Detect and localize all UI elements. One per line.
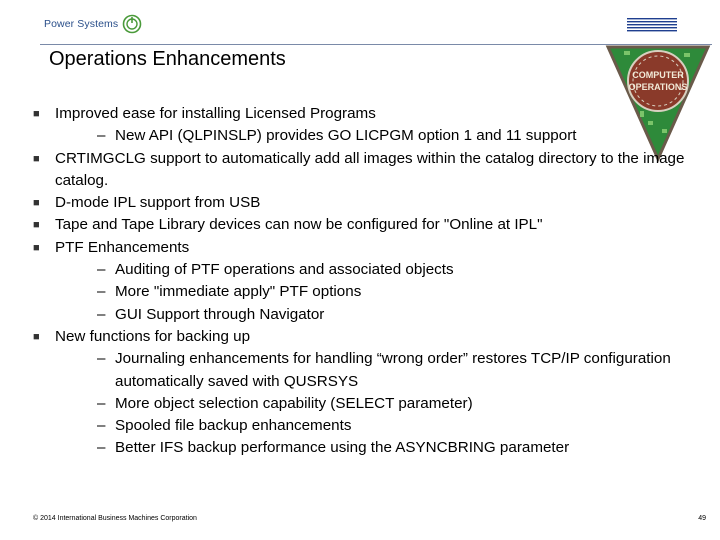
dash-marker: – [97, 350, 106, 368]
bullet-item [33, 326, 693, 348]
sub-bullet-text: Spooled file backup enhancements [115, 417, 352, 435]
footer-copyright: © 2014 International Business Machines Corporation [33, 515, 197, 522]
badge-line2: OPERATIONS [628, 82, 688, 92]
sub-bullet-item [33, 437, 693, 459]
sub-bullet-item [33, 393, 693, 415]
ibm-logo [627, 17, 677, 33]
sub-bullet-text: More "immediate apply" PTF options [115, 283, 362, 301]
dash-marker: – [97, 127, 106, 145]
sub-bullet-text: New API (QLPINSLP) provides GO LICPGM option 1 and 11 support [115, 127, 577, 145]
bullet-item [33, 148, 693, 193]
sub-bullet-text: Journaling enhancements for handling “wrong order” restores TCP/IP configuration automatically saved with QUSRSYS [115, 350, 671, 390]
bullet-text: D-mode IPL support from USB [55, 194, 261, 212]
bullet-marker: ■ [33, 108, 40, 120]
dash-marker: – [97, 417, 106, 435]
bullet-marker: ■ [33, 152, 40, 165]
dash-marker: – [97, 439, 106, 457]
sub-bullet-item [33, 348, 693, 393]
sub-bullet-text: Auditing of PTF operations and associated objects [115, 261, 454, 279]
bullet-item [33, 103, 693, 125]
bullet-marker: ■ [33, 197, 40, 210]
dash-marker: – [97, 261, 106, 279]
dash-marker: – [97, 394, 106, 412]
sub-bullet-item [33, 125, 693, 147]
bullet-marker: ■ [33, 241, 40, 254]
bullet-text: Tape and Tape Library devices can now be configured for "Online at IPL" [55, 216, 543, 234]
dash-marker: – [97, 283, 106, 301]
bullet-text: Improved ease for installing Licensed Programs [55, 105, 376, 122]
sub-bullet-item [33, 304, 693, 326]
badge-line1: COMPUTER [632, 70, 684, 80]
bullet-marker: ■ [33, 330, 40, 343]
sub-bullet-text: Better IFS backup performance using the ASYNCBRING parameter [115, 439, 570, 457]
sub-bullet-item [33, 281, 693, 303]
brand [44, 14, 142, 34]
bullet-item [33, 214, 693, 236]
bullet-text: CRTIMGCLG support to automatically add all images within the catalog directory to the image catalog. [55, 149, 685, 189]
bullet-text: New functions for backing up [55, 327, 251, 345]
dash-marker: – [97, 305, 106, 323]
bullet-marker: ■ [33, 219, 40, 232]
bullet-text: PTF Enhancements [55, 238, 190, 256]
sub-bullet-text: More object selection capability (SELECT parameter) [115, 394, 473, 412]
bullet-item [33, 192, 693, 214]
page-number: 49 [698, 515, 706, 522]
sub-bullet-item [33, 415, 693, 437]
sub-bullet-text: GUI Support through Navigator [115, 305, 325, 323]
power-systems-icon [122, 14, 142, 34]
brand-name: Power Systems [44, 18, 119, 30]
bullet-item [33, 237, 693, 259]
page-title: Operations Enhancements [49, 48, 286, 70]
sub-bullet-item [33, 259, 693, 281]
bullet-list [33, 103, 693, 460]
